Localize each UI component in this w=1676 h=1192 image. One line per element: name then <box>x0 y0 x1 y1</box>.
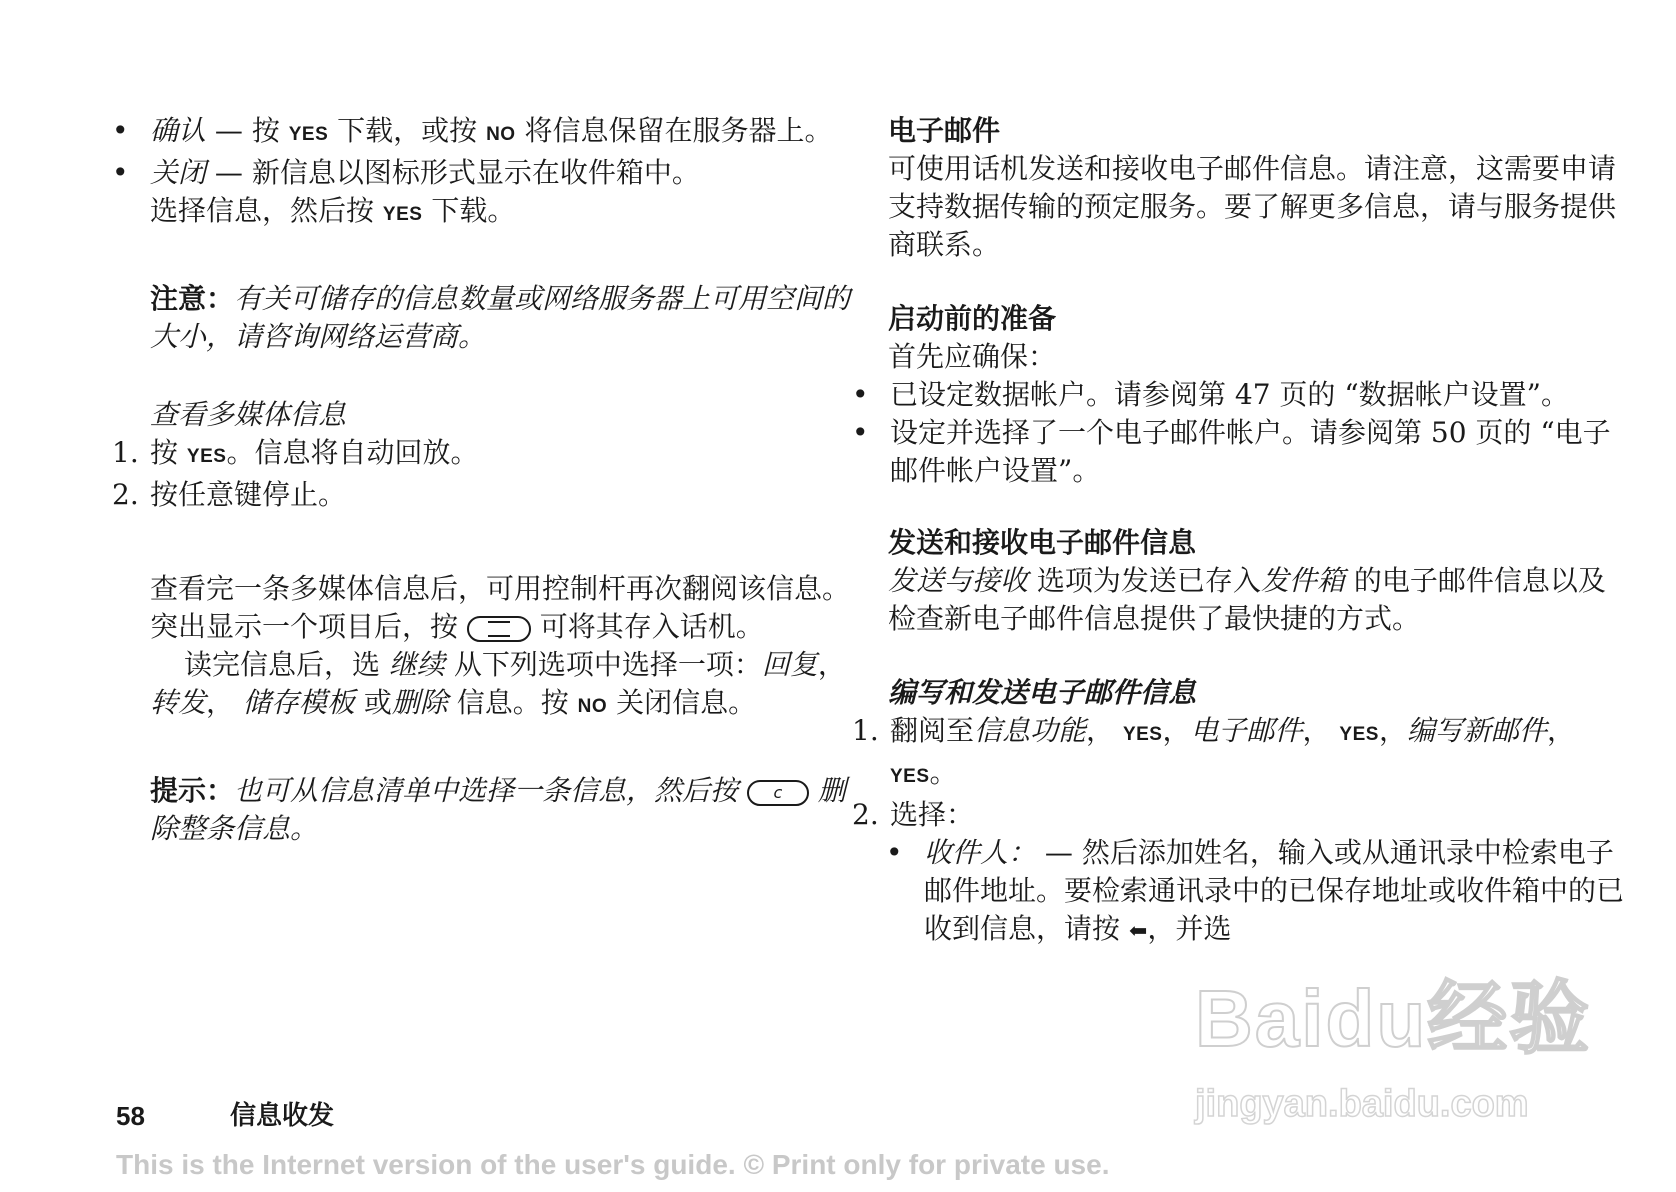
disclaimer: This is the Internet version of the user's guide. © Print only for private use. <box>116 1149 1110 1180</box>
tip-label: 提示： <box>150 774 235 807</box>
mms-heading: 查看多媒体信息 <box>150 398 347 431</box>
prep-item-data-account: • 已设定数据帐户。请参阅第 47 页的 “数据帐户设置”。 <box>852 378 1569 411</box>
list-item-confirm: • 确认 — 按 YES 下载，或按 NO 将信息保留在服务器上。 <box>112 112 856 154</box>
clear-key-icon: c <box>747 780 809 806</box>
right-column <box>852 112 1633 951</box>
select-instruction: 选择信息，然后按 YES 下载。 <box>150 194 516 227</box>
key-no: NO <box>486 124 516 145</box>
note-text: 有关可储存的信息数量或网络服务器上可用空间的大小，请咨询网络运营商。 <box>150 282 851 353</box>
write-step-2: 2. 选择： <box>852 798 975 831</box>
step-1: 1. 按 YES。信息将自动回放。 <box>112 436 479 469</box>
email-intro: 可使用话机发送和接收电子邮件信息。请注意，这需要申请支持数据传输的预定服务。要了解更多信息，请与服务提供商联系。 <box>888 152 1617 261</box>
key-no: NO <box>577 696 608 717</box>
prep-intro: 首先应确保： <box>888 340 1057 373</box>
send-receive-heading: 发送和接收电子邮件信息 <box>888 526 1197 559</box>
menu-key-icon <box>467 616 531 642</box>
note <box>112 280 856 356</box>
key-yes: YES <box>890 766 930 787</box>
key-yes: YES <box>186 446 227 467</box>
key-yes: YES <box>1122 724 1163 745</box>
write-heading: 编写和发送电子邮件信息 <box>888 676 1197 709</box>
watermark-brand: Baidu经验 <box>1195 974 1592 1063</box>
send-receive-paragraph: 发送与接收 选项为发送已存入发件箱 的电子邮件信息以及检查新电子邮件信息提供了最快捷的方式。 <box>888 564 1606 635</box>
write-sub-item-recipient: • 收件人： — 然后添加姓名，输入或从通讯录中检索电子邮件地址。要检索通讯录中的已保存地址或收件箱中的已收到信息，请按 ⬅，并选 <box>886 836 1625 945</box>
back-arrow-icon: ⬅ <box>1128 919 1148 944</box>
left-column <box>112 112 856 848</box>
key-yes: YES <box>288 124 329 145</box>
write-step-1: 1. 翻阅至信息功能， YES，电子邮件， YES，编写新邮件， YES。 <box>852 714 1575 789</box>
note-label: 注意： <box>150 282 235 315</box>
watermark-url: jingyan.baidu.com <box>1195 1083 1529 1125</box>
list-item-close: • 关闭 — 新信息以图标形式显示在收件箱中。 <box>112 154 856 192</box>
chapter-title: 信息收发 <box>230 1101 335 1131</box>
paragraph-review: 查看完一条多媒体信息后，可用控制杆再次翻阅该信息。突出显示一个项目后，按 可将其存入话机。 <box>150 572 851 643</box>
prep-item-email-account: • 设定并选择了一个电子邮件帐户。请参阅第 50 页的 “电子邮件帐户设置”。 <box>852 416 1611 487</box>
bullet: • <box>112 114 129 147</box>
term-confirm: 确认 <box>150 114 207 147</box>
paragraph-options: 读完信息后，选 继续 从下列选项中选择一项：回复， 转发， 储存模板 或删除 信息。按 NO 关闭信息。 <box>150 648 846 719</box>
email-heading: 电子邮件 <box>888 114 1001 147</box>
tip: 提示：也可从信息清单中选择一条信息，然后按 c 删除整条信息。 <box>150 774 846 845</box>
key-yes: YES <box>1339 724 1379 745</box>
key-yes: YES <box>382 204 423 225</box>
prep-heading: 启动前的准备 <box>888 302 1057 335</box>
bullet: • <box>112 156 129 189</box>
step-2: 2. 按任意键停止。 <box>112 478 347 511</box>
page-number: 58 <box>116 1101 145 1131</box>
term-close: 关闭 <box>150 156 207 189</box>
